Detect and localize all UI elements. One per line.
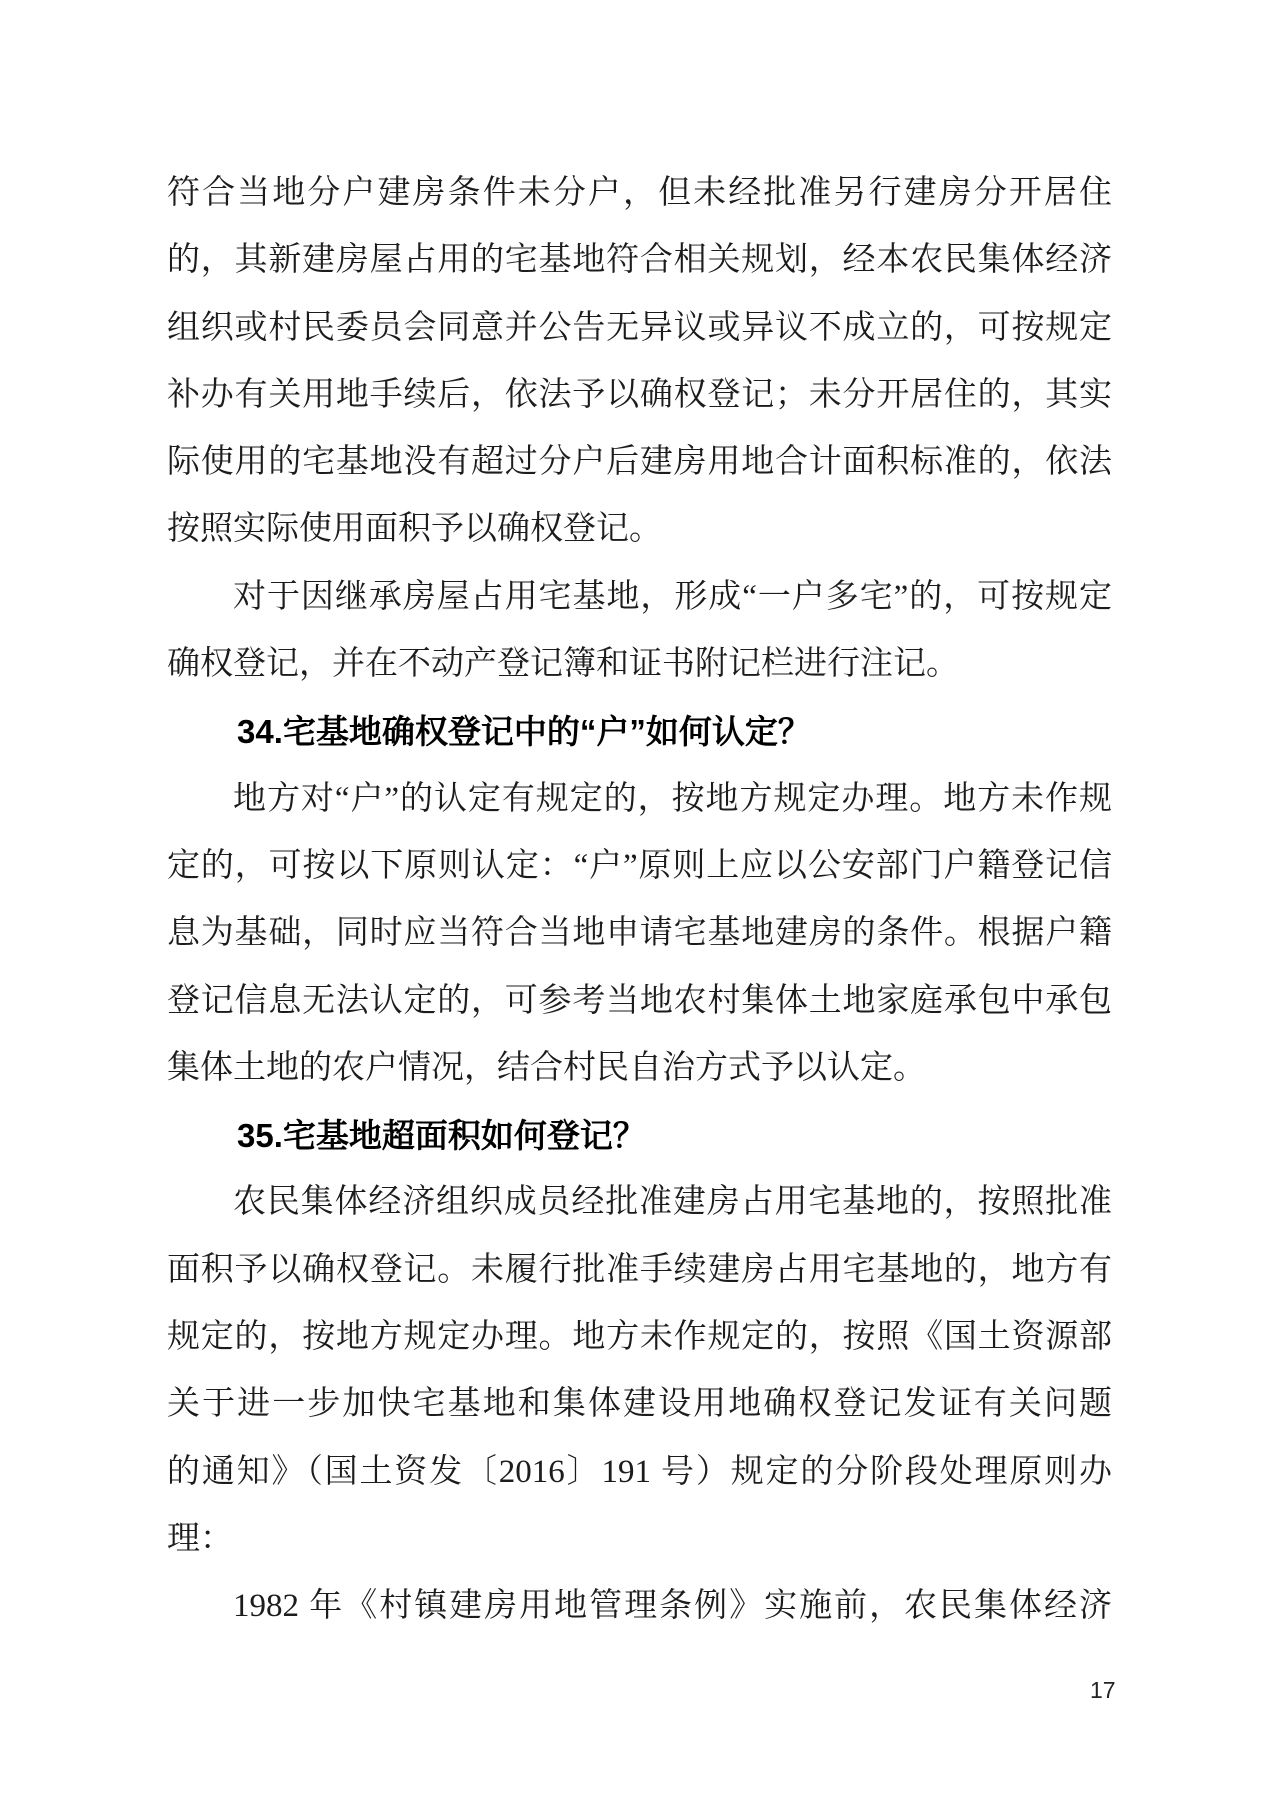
text-line: 地方对“户”的认定有规定的，按地方规定办理。地方未作规 bbox=[233, 780, 1112, 817]
text-line: 1982 年《村镇建房用地管理条例》实施前，农民集体经济 bbox=[233, 1588, 1112, 1625]
text-line: 理： bbox=[167, 1520, 233, 1557]
text-line: 符合当地分户建房条件未分户，但未经批准另行建房分开居住 bbox=[167, 175, 1112, 211]
text-line: 关于进一步加快宅基地和集体建设用地确权登记发证有关问题 bbox=[167, 1386, 1112, 1423]
text-line: 集体土地的农户情况，结合村民自治方式予以认定。 bbox=[167, 1049, 926, 1086]
text-line: 对于因继承房屋占用宅基地，形成“一户多宅”的，可按规定 bbox=[233, 578, 1112, 615]
text-line: 按照实际使用面积予以确权登记。 bbox=[167, 511, 662, 548]
text-line: 确权登记，并在不动产登记簿和证书附记栏进行注记。 bbox=[167, 646, 959, 683]
text-line: 规定的，按地方规定办理。地方未作规定的，按照《国土资源部 bbox=[167, 1319, 1112, 1356]
text-line: 息为基础，同时应当符合当地申请宅基地建房的条件。根据户籍 bbox=[167, 915, 1112, 952]
question-heading-35: 35.宅基地超面积如何登记？ bbox=[237, 1117, 646, 1155]
text-line: 际使用的宅基地没有超过分户后建房用地合计面积标准的，依法 bbox=[167, 444, 1112, 481]
text-line: 的通知》（国土资发〔2016〕191 号）规定的分阶段处理原则办 bbox=[167, 1453, 1112, 1490]
text-line: 补办有关用地手续后，依法予以确权登记；未分开居住的，其实 bbox=[167, 376, 1112, 413]
text-line: 的，其新建房屋占用的宅基地符合相关规划，经本农民集体经济 bbox=[167, 242, 1112, 279]
question-heading-34: 34.宅基地确权登记中的“户”如何认定？ bbox=[237, 713, 811, 751]
text-line: 农民集体经济组织成员经批准建房占用宅基地的，按照批准 bbox=[233, 1184, 1112, 1221]
page-number: 17 bbox=[1090, 1677, 1116, 1703]
text-line: 登记信息无法认定的，可参考当地农村集体土地家庭承包中承包 bbox=[167, 982, 1112, 1019]
text-line: 定的，可按以下原则认定：“户”原则上应以公安部门户籍登记信 bbox=[167, 847, 1112, 884]
text-line: 组织或村民委员会同意并公告无异议或异议不成立的，可按规定 bbox=[167, 309, 1112, 346]
text-line: 面积予以确权登记。未履行批准手续建房占用宅基地的，地方有 bbox=[167, 1251, 1112, 1288]
document-content bbox=[167, 160, 1112, 1641]
